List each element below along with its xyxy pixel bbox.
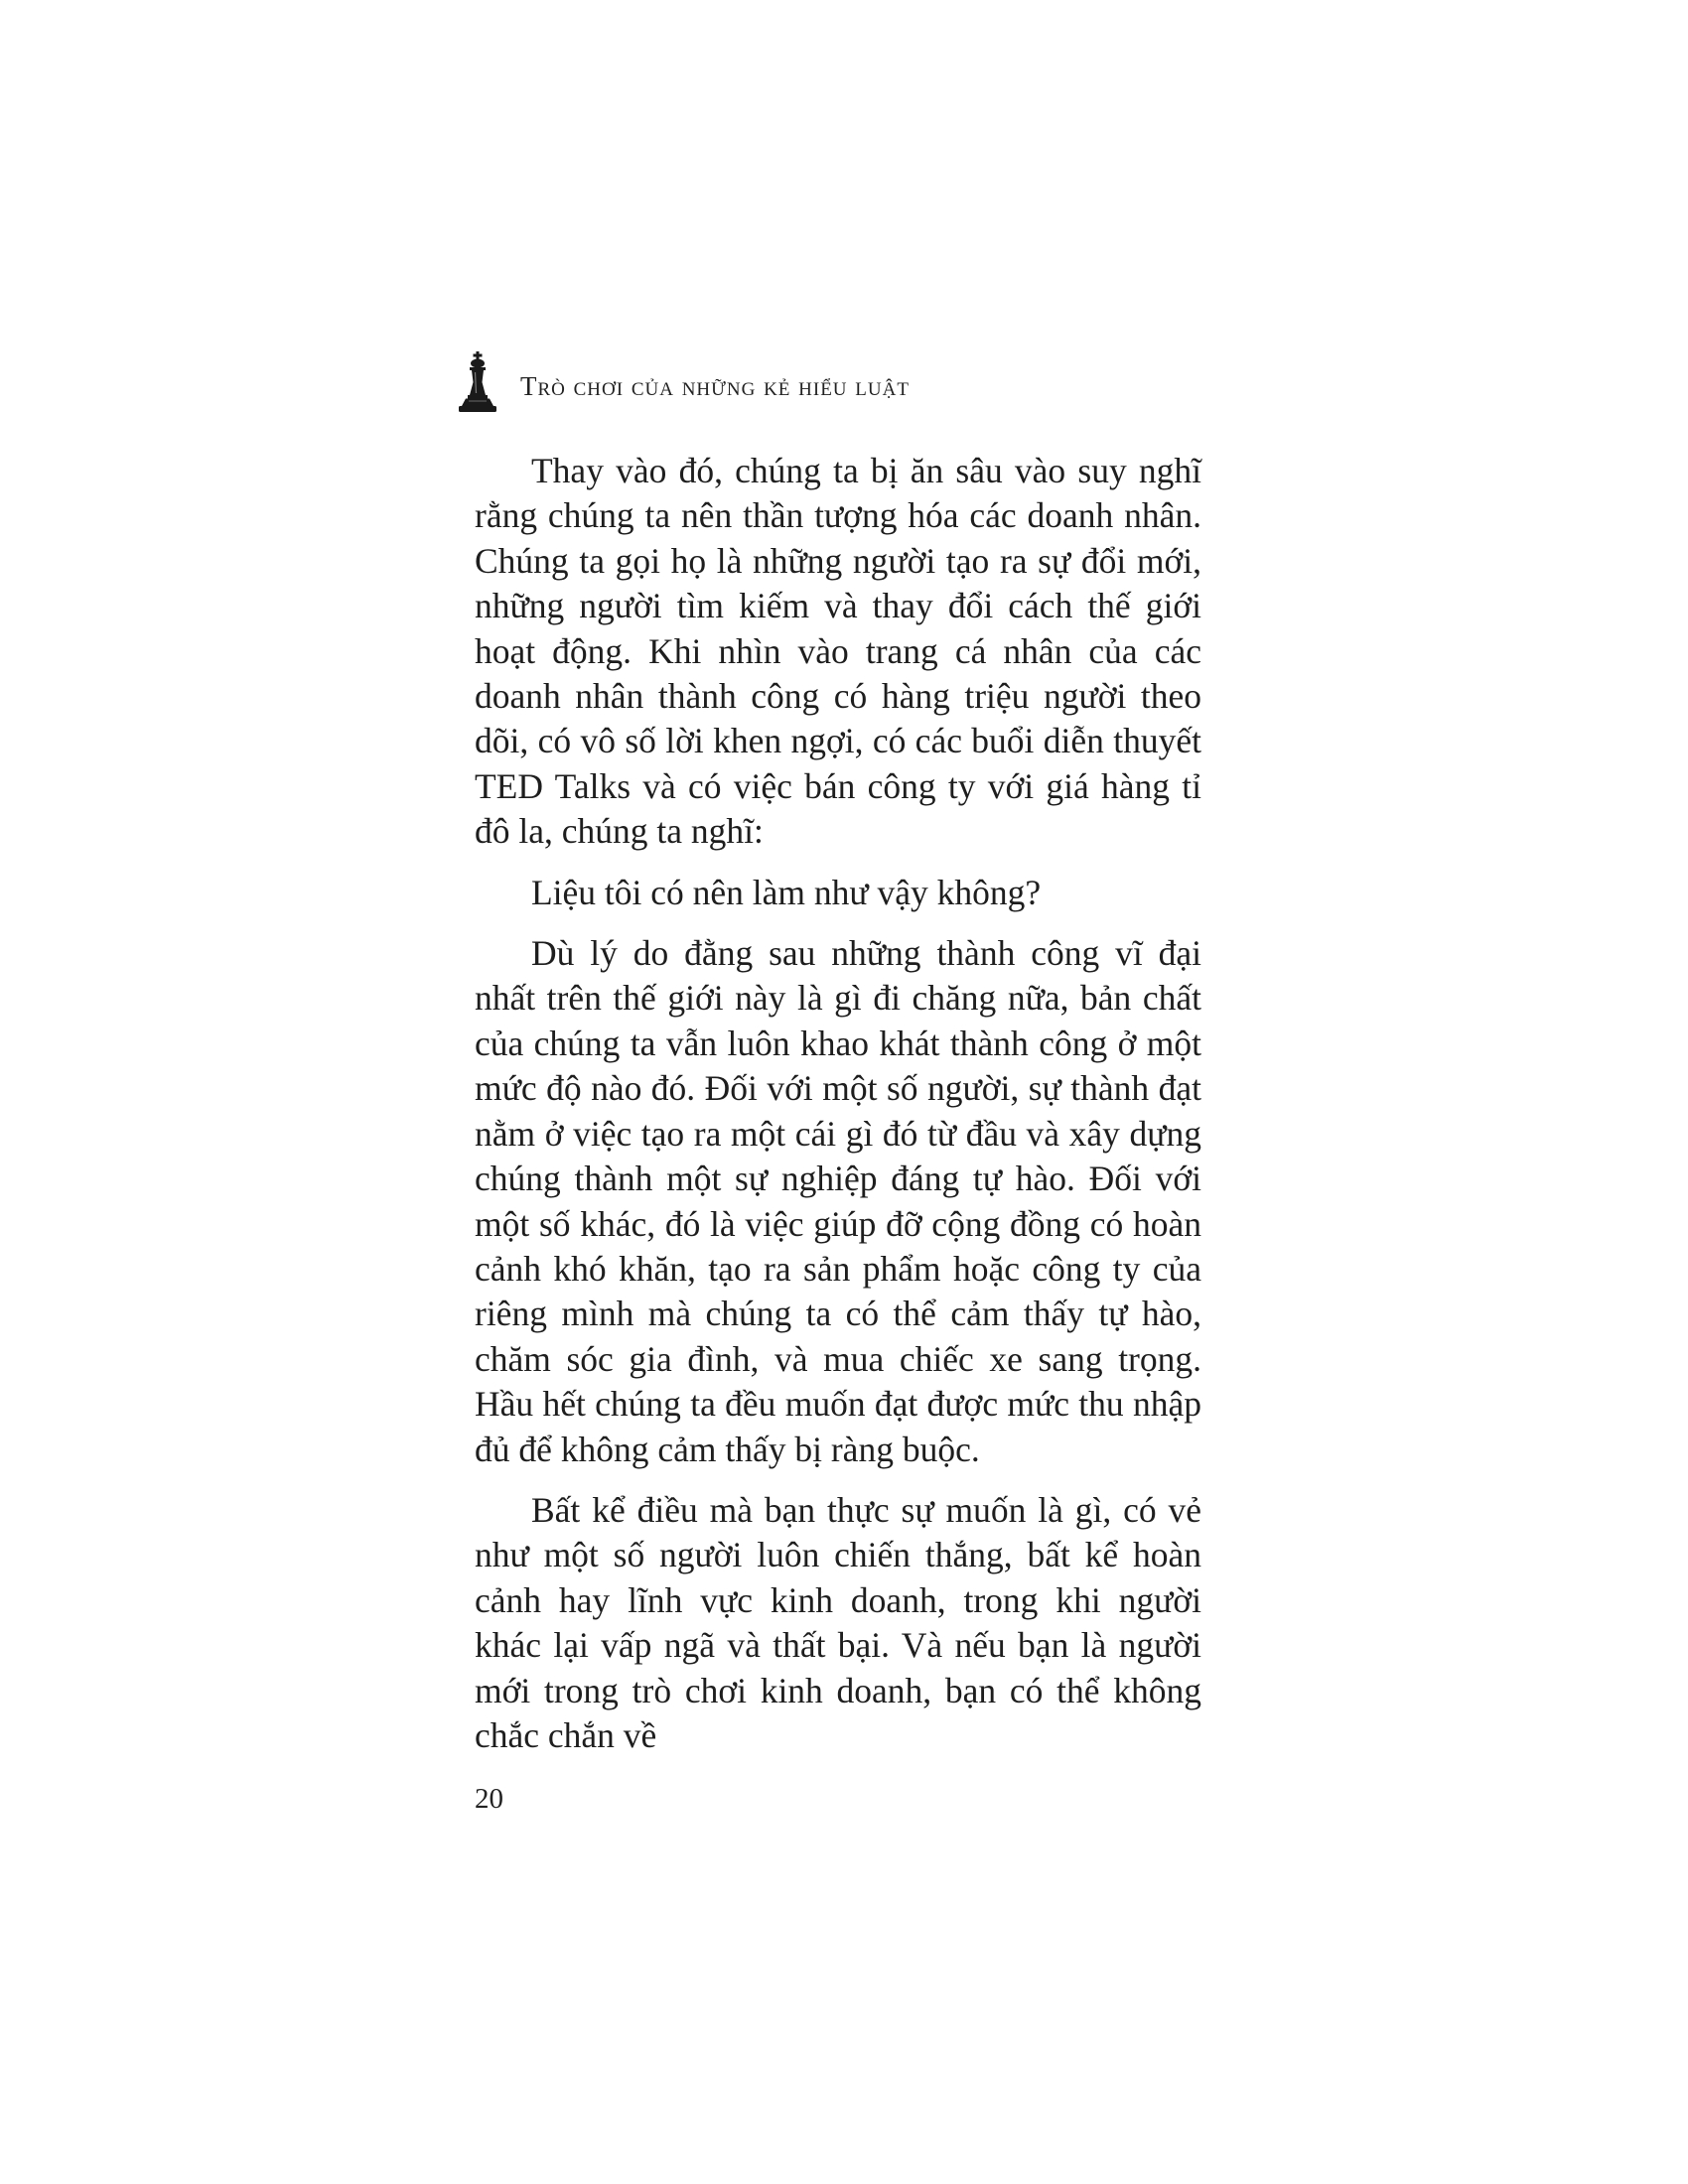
paragraph: Bất kể điều mà bạn thực sự muốn là gì, có vẻ như một số người luôn chiến thắng, bất kể hoàn cảnh hay lĩnh vực kinh doanh, trong khi người khác lại vấp ngã và thất bại. Và nếu bạn là người mới trong trò chơi kinh doanh, bạn có thể không chắc chắn về: [475, 1489, 1201, 1755]
page-number: 20: [475, 1783, 503, 1815]
paragraph: Thay vào đó, chúng ta bị ăn sâu vào suy nghĩ rằng chúng ta nên thần tượng hóa các doanh nhân. Chúng ta gọi họ là những người tạo ra sự đổi mới, những người tìm kiếm và thay đổi cách thế giới hoạt động. Khi nhìn vào trang cá nhân của các doanh nhân thành công có hàng triệu người theo dõi, có vô số lời khen ngợi, có các buổi diễn thuyết TED Talks và có việc bán công ty với giá hàng tỉ đô la, chúng ta nghĩ:: [475, 451, 1201, 852]
body-text: [475, 449, 1201, 1758]
paragraph: Dù lý do đằng sau những thành công vĩ đại nhất trên thế giới này là gì đi chăng nữa, bản chất của chúng ta vẫn luôn khao khát thành công ở một mức độ nào đó. Đối với một số người, sự thành đạt nằm ở việc tạo ra một cái gì đó từ đầu và xây dựng chúng thành một sự nghiệp đáng tự hào. Đối với một số khác, đó là việc giúp đỡ cộng đồng có hoàn cảnh khó khăn, tạo ra sản phẩm hoặc công ty của riêng mình mà chúng ta có thể cảm thấy tự hào, chăm sóc gia đình, và mua chiếc xe sang trọng. Hầu hết chúng ta đều muốn đạt được mức thu nhập đủ để không cảm thấy bị ràng buộc.: [475, 933, 1201, 1469]
running-head: [457, 343, 1251, 413]
chess-king-icon: [457, 351, 498, 413]
running-head-title: Trò chơi của những kẻ hiểu luật: [520, 371, 910, 401]
paragraph: Liệu tôi có nên làm như vậy không?: [531, 872, 1042, 912]
